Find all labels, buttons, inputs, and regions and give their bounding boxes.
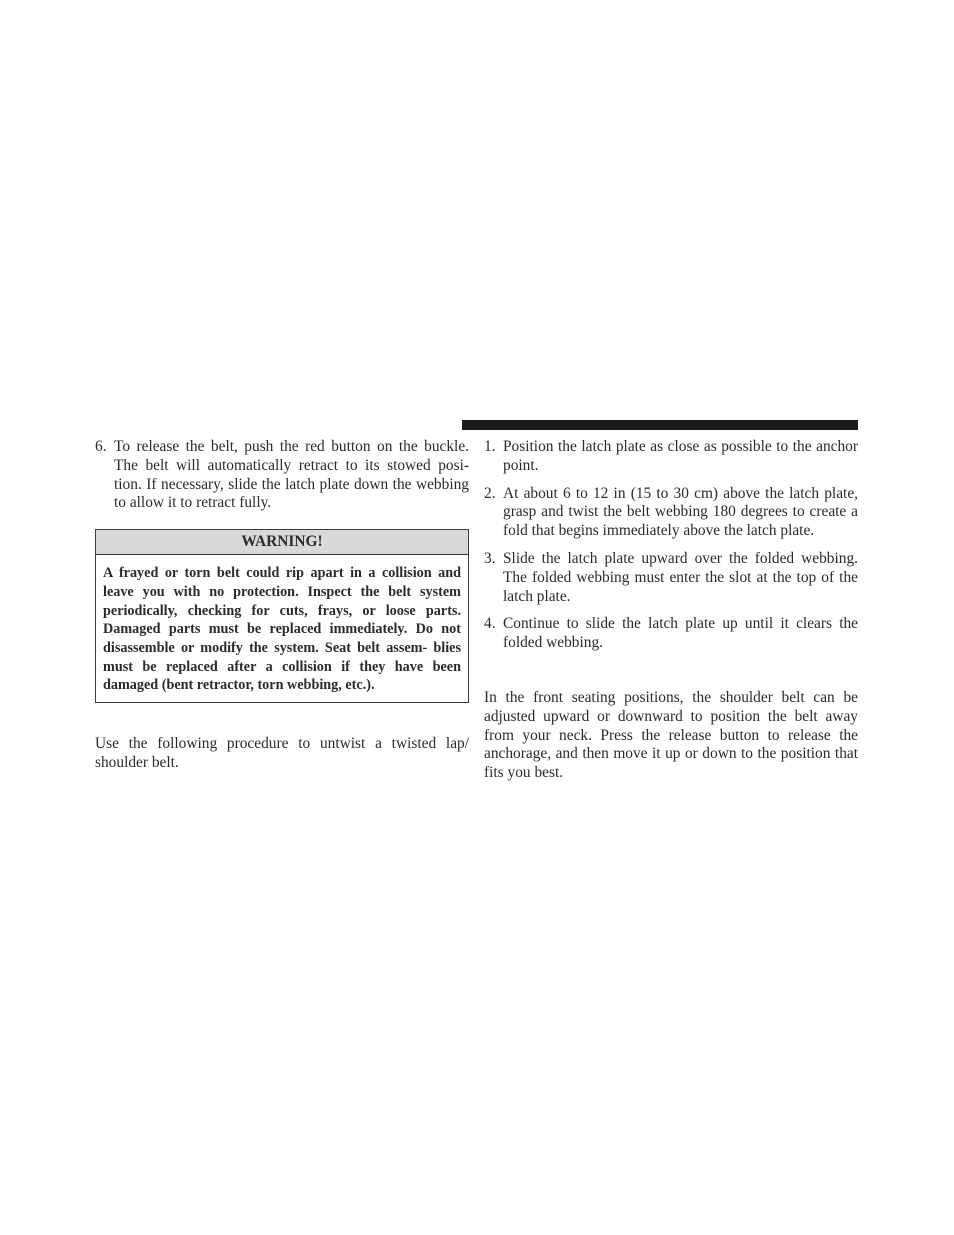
step-text: To release the belt, push the red button on the buckle. The belt will automatically retract to its stowed posi- tion. If necessary, slide the latch plate down the webbing to allow it to retract fully.	[114, 438, 469, 512]
step-text: Position the latch plate as close as possible to the anchor point.	[503, 438, 858, 474]
step-number: 1.	[484, 438, 496, 455]
left-column	[95, 438, 469, 703]
list-item-step-2	[484, 485, 858, 541]
step-text: Slide the latch plate upward over the folded webbing. The folded webbing must enter the slot at the top of the latch plate.	[503, 549, 858, 605]
shoulder-belt-paragraph: In the front seating positions, the shoulder belt can be adjusted upward or downward to position the belt away from your neck. Press the release button to release the anchorage, and then move it up or down to the position that fits you best.	[484, 689, 858, 782]
warning-title: WARNING!	[96, 530, 468, 555]
section-header-bar	[462, 420, 858, 430]
warning-text: A frayed or torn belt could rip apart in a collision and leave you with no protection. Inspect the belt system periodically, checking for cuts, frays, or loose parts. Damaged parts must be replaced immediately. Do not disassemble or modify the system. Seat belt assem- blies must be replaced after a collision if they have been damaged (bent retractor, torn webbing, etc.).	[103, 565, 461, 694]
step-number: 4.	[484, 615, 496, 633]
step-number: 3.	[484, 549, 496, 567]
step-text: Continue to slide the latch plate up until it clears the folded webbing.	[503, 615, 858, 652]
untwist-intro-paragraph: Use the following procedure to untwist a twisted lap/ shoulder belt.	[95, 735, 469, 771]
step-number: 6.	[95, 438, 107, 455]
list-item-step-4	[484, 615, 858, 653]
list-item-step-1	[484, 438, 858, 476]
warning-box	[95, 529, 469, 703]
right-column	[484, 438, 858, 662]
list-item-step-6	[95, 438, 469, 513]
step-number: 2.	[484, 484, 496, 502]
step-text: At about 6 to 12 in (15 to 30 cm) above the latch plate, grasp and twist the belt webbing 180 degrees to create a fold that begins immediately above the latch plate.	[503, 484, 858, 540]
list-item-step-3	[484, 550, 858, 606]
